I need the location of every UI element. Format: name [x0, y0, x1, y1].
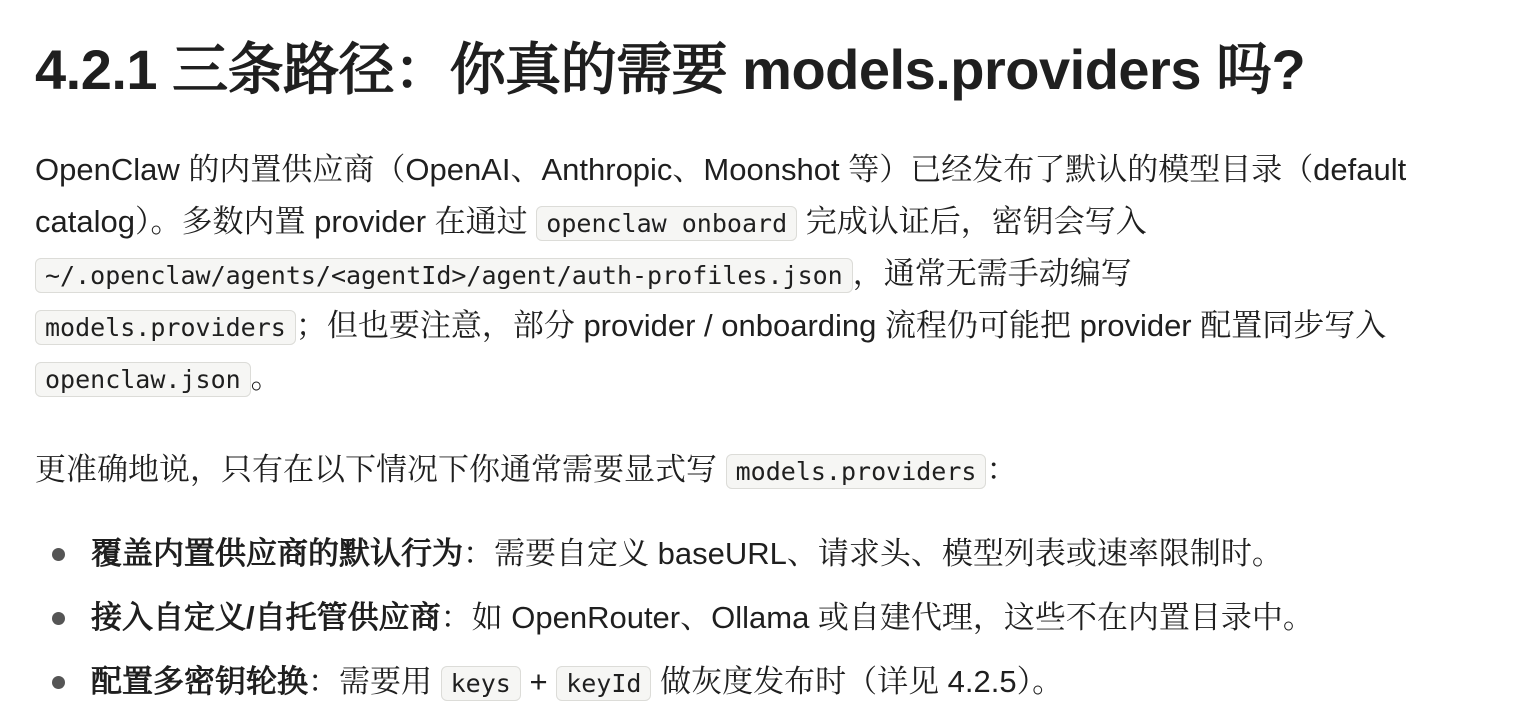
- list-item-plus: +: [520, 664, 557, 699]
- list-item-title: 配置多密钥轮换: [91, 664, 308, 699]
- inline-code-openclaw-json: openclaw.json: [35, 362, 251, 397]
- bullet-dot-icon: [52, 676, 65, 689]
- intro-line-1: [35, 144, 1515, 196]
- intro-text-5b: 。: [250, 360, 282, 395]
- inline-code-models-providers: models.providers: [35, 310, 296, 345]
- inline-code-keyid: keyId: [556, 666, 651, 701]
- intro-text-3b: ，通常无需手动编写: [852, 256, 1132, 291]
- bullet-dot-icon: [52, 548, 65, 561]
- intro-text-1: OpenClaw 的内置供应商（OpenAI、Anthropic、Moonshot 等）已经发布了默认的模型目录（default: [35, 152, 1407, 187]
- list-item-text: ：需要用: [308, 664, 441, 699]
- list-item: [35, 596, 1515, 660]
- inline-code-models-providers-2: models.providers: [726, 454, 987, 489]
- list-item: [35, 532, 1515, 596]
- intro-line-3: [35, 248, 1515, 300]
- intro-text-4b: ；但也要注意，部分 provider / onboarding 流程仍可能把 provider 配置同步写入: [295, 308, 1387, 343]
- inline-code-keys: keys: [441, 666, 521, 701]
- inline-code-onboard: openclaw onboard: [536, 206, 797, 241]
- conditions-line: [35, 444, 1515, 496]
- conditions-text: 更准确地说，只有在以下情况下你通常需要显式写: [35, 452, 726, 487]
- bullet-dot-icon: [52, 612, 65, 625]
- list-item-title: 接入自定义/自托管供应商: [91, 600, 441, 635]
- list-item-title: 覆盖内置供应商的默认行为: [91, 536, 463, 571]
- conditions-tail: ：: [986, 452, 1018, 487]
- intro-paragraph: [35, 144, 1515, 404]
- list-item: [35, 660, 1515, 724]
- conditions-list: [35, 532, 1515, 724]
- list-item-text: ：需要自定义 baseURL、请求头、模型列表或速率限制时。: [463, 536, 1283, 571]
- inline-code-auth-profiles-path: ~/.openclaw/agents/<agentId>/agent/auth-profiles.json: [35, 258, 853, 293]
- intro-text-2a: catalog）。多数内置 provider 在通过: [35, 204, 537, 239]
- conditions-paragraph: [35, 444, 1515, 496]
- intro-line-5: [35, 352, 1515, 404]
- list-item-text-tail: 做灰度发布时（详见 4.2.5）。: [651, 664, 1064, 699]
- section-heading: 4.2.1 三条路径：你真的需要 models.providers 吗?: [35, 38, 1306, 101]
- intro-line-4: [35, 300, 1515, 352]
- list-item-text: ：如 OpenRouter、Ollama 或自建代理，这些不在内置目录中。: [440, 600, 1314, 635]
- intro-text-2b: 完成认证后，密钥会写入: [797, 204, 1147, 239]
- intro-line-2: [35, 196, 1515, 248]
